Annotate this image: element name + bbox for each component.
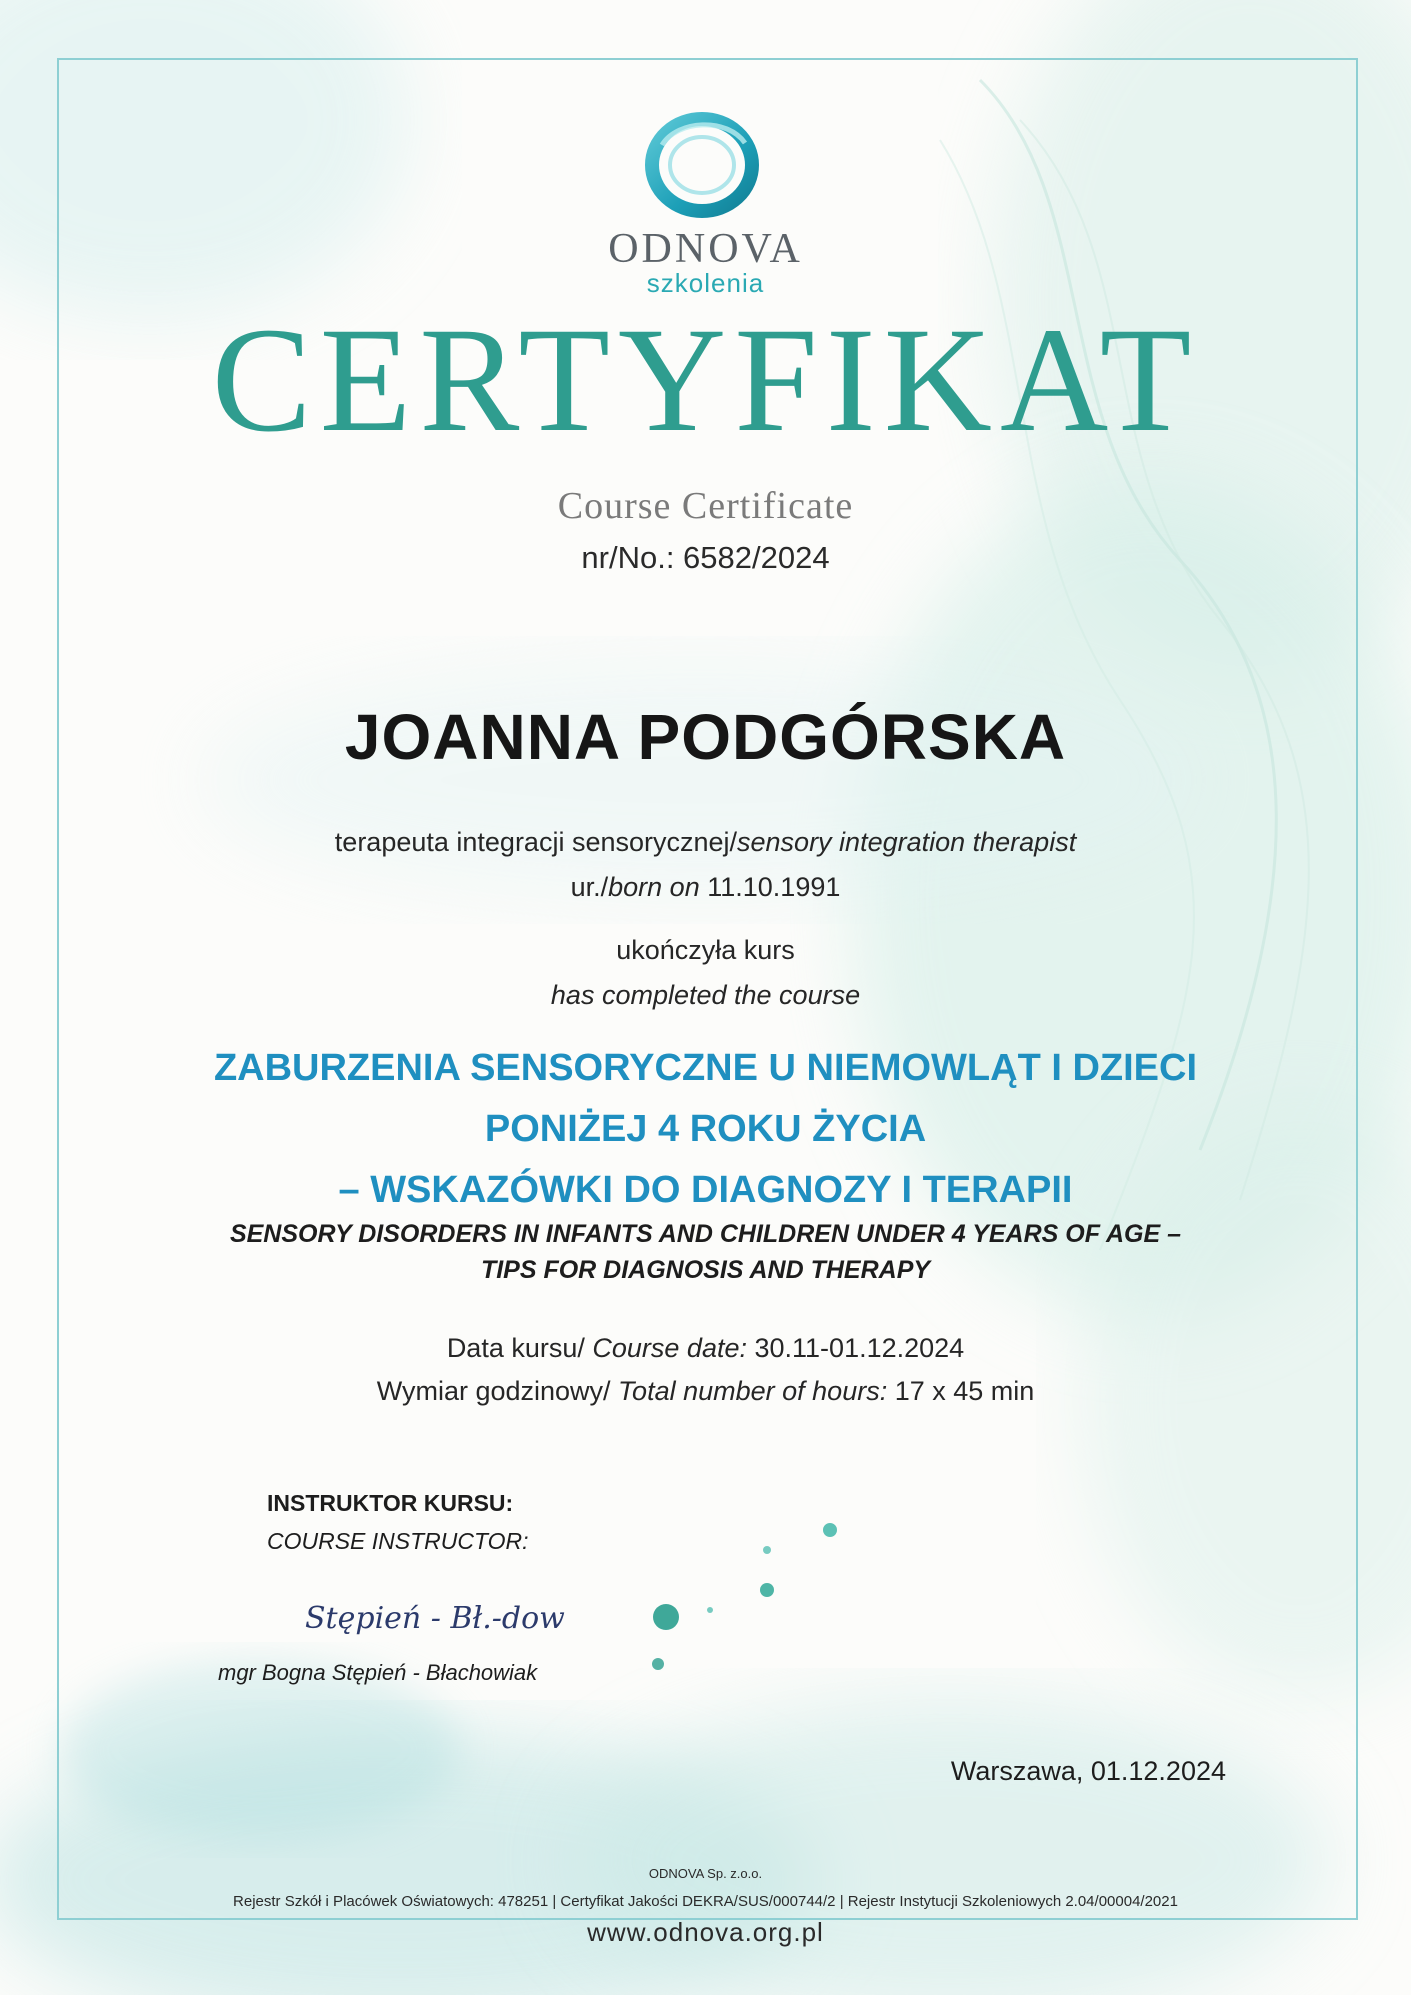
role-en: sensory integration therapist [737, 827, 1077, 857]
certificate-number: nr/No.: 6582/2024 [581, 540, 830, 575]
course-title-pl-line: PONIŻEJ 4 ROKU ŻYCIA [484, 1108, 927, 1150]
instructor-name: mgr Bogna Stępień - Błachowiak [218, 1660, 538, 1685]
course-date [0, 1333, 1411, 1364]
certificate-subtitle: Course Certificate [557, 485, 854, 527]
course-title-pl-line: ZABURZENIA SENSORYCZNE U NIEMOWLĄT I DZIECI [213, 1047, 1198, 1089]
course-hours-label-en: Total number of hours: [618, 1376, 888, 1406]
recipient-name: JOANNA PODGÓRSKA [344, 701, 1067, 773]
signature-text: Stępień - Bł.-dow [305, 1601, 565, 1636]
completion-en: has completed the course [550, 980, 861, 1010]
course-date-value: 30.11-01.12.2024 [754, 1333, 965, 1363]
course-hours-value: 17 x 45 min [894, 1376, 1035, 1406]
certificate-title: CERTYFIKAT [211, 297, 1200, 463]
course-date-label-pl: Data kursu/ [446, 1333, 585, 1363]
recipient-birth [0, 872, 1411, 903]
born-date: 11.10.1991 [707, 872, 841, 902]
completion-pl: ukończyła kurs [616, 935, 795, 965]
course-title-pl-line: – WSKAZÓWKI DO DIAGNOZY I TERAPII [338, 1169, 1073, 1211]
born-prefix: ur./ [570, 872, 609, 902]
footer-registry: Rejestr Szkół i Placówek Oświatowych: 478251 | Certyfikat Jakości DEKRA/SUS/000744/2 | Rejestr Instytucji Szkoleniowych 2.04/00004/2021 [233, 1893, 1178, 1910]
instructor-label-pl: INSTRUKTOR KURSU: [267, 1490, 514, 1516]
course-hours-label-pl: Wymiar godzinowy/ [376, 1376, 611, 1406]
place-and-date: Warszawa, 01.12.2024 [950, 1756, 1226, 1786]
instructor-label-en: COURSE INSTRUCTOR: [267, 1528, 529, 1554]
born-label: born on [608, 872, 700, 902]
decorative-dots [630, 1500, 850, 1680]
course-hours [0, 1376, 1411, 1407]
brand-name: ODNOVA [608, 226, 803, 272]
course-title-en-line: TIPS FOR DIAGNOSIS AND THERAPY [480, 1256, 931, 1284]
course-title-pl [0, 1038, 1411, 1221]
course-title-en [0, 1216, 1411, 1288]
instructor-signature [300, 1590, 660, 1650]
course-title-en-line: SENSORY DISORDERS IN INFANTS AND CHILDREN UNDER 4 YEARS OF AGE – [229, 1220, 1182, 1248]
recipient-role [0, 827, 1411, 858]
course-date-label-en: Course date: [592, 1333, 747, 1363]
odnova-logo-icon [637, 105, 767, 225]
brand-subtitle: szkolenia [646, 268, 765, 298]
footer-website[interactable]: www.odnova.org.pl [587, 1917, 824, 1947]
footer-company: ODNOVA Sp. z.o.o. [648, 1866, 763, 1881]
role-pl: terapeuta integracji sensorycznej/ [334, 827, 738, 857]
